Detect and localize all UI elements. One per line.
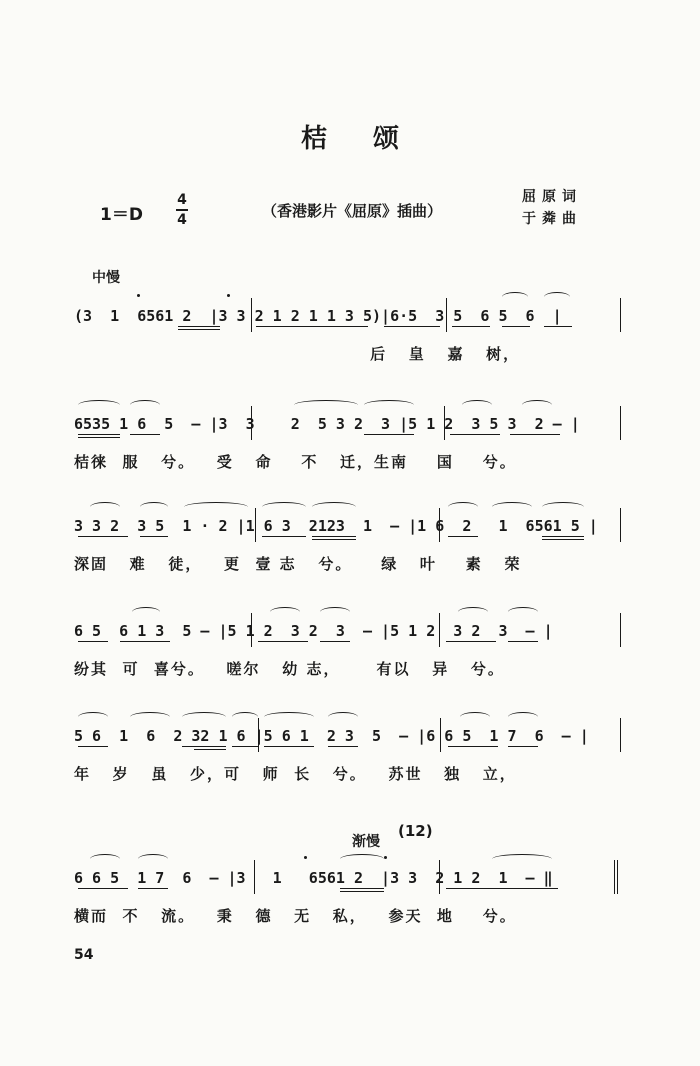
time-signature-top: 4 [177,192,187,208]
notation-line: 6535 1 6 5 — |3 3 2 5 3 2 3 |5 1 2 3 5 3 2 — | [74,415,580,433]
notation-line: (3 1 6561 2 |3 3 2 1 2 1 1 3 5)|6·5 3 5 6 5 6 | [74,307,562,325]
lyrics-line: 年 岁 虽 少，可 师 长 兮。 苏世 独 立， [74,765,517,783]
time-signature-bottom: 4 [177,212,187,228]
lyrics-line: 桔徕 服 兮。 受 命 不 迁，生南 国 兮。 [74,453,517,471]
key-signature: 1＝D [100,205,143,225]
score-system-6 [74,864,634,934]
score-system-4 [74,617,634,687]
time-signature [176,192,188,228]
score-system-1 [74,302,634,372]
lyrics-line: 深固 难 徒， 更 壹 志 兮。 绿 叶 素 荣 [74,555,522,573]
score-system-2 [74,410,634,480]
notation-line: 5 6 1 6 2 32 1 6 |5 6 1 2 3 5 — |6 6 5 1 7 6 — | [74,727,589,745]
score-system-3 [74,512,634,582]
score-system-5 [74,722,634,792]
notation-line: 6 5 6 1 3 5 — |5 1 2 3 2 3 — |5 1 2 3 2 3 — | [74,622,553,640]
composer-credit: 于粦曲 [522,211,582,227]
song-title: 桔颂 [300,124,445,154]
lyrics-line: 后 皇 嘉 树， [74,345,521,363]
lyrics-line: 纷其 可 喜兮。 嗟尔 幼 志， 有以 异 兮。 [74,660,505,678]
lyricist-credit: 屈原词 [522,189,582,205]
song-subtitle: （香港影片《屈原》插曲） [262,202,443,220]
notation-line: 6 6 5 1 7 6 — |3 1 6561 2 |3 3 2 1 2 1 — ‖ [74,869,553,887]
lyrics-line: 横而 不 流。 秉 德 无 私， 参天 地 兮。 [74,907,517,925]
page-number: 54 [74,947,94,963]
notation-line: 3 3 2 3 5 1 · 2 |1 6 3 2123 1 — |1 6 2 1 6561 5 | [74,517,598,535]
tempo-mark-ritardando: 渐慢 [352,834,380,850]
tempo-mark-start: 中慢 [92,270,120,286]
time-signature-line [176,209,188,211]
measure-number: (12) [398,822,433,840]
